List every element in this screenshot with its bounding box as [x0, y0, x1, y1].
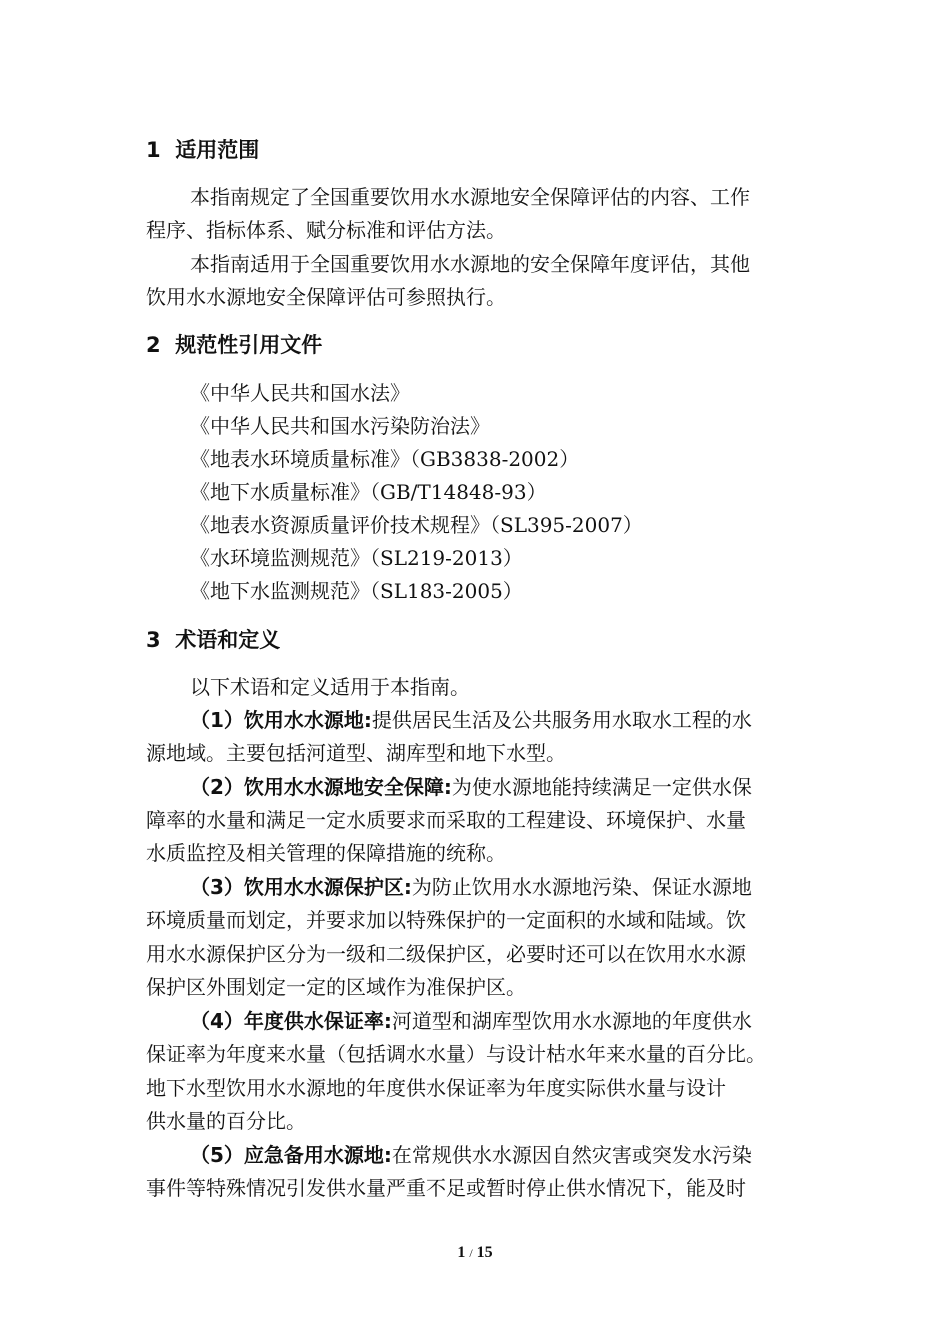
paragraph-line: 保护区外围划定一定的区域作为准保护区。 — [146, 975, 526, 999]
paragraph-line: 障率的水量和满足一定水质要求而采取的工程建设、环境保护、水量 — [146, 808, 746, 832]
reference-item: 《水环境监测规范》（SL219-2013） — [190, 546, 523, 570]
paragraph-line: 用水水源保护区分为一级和二级保护区，必要时还可以在饮用水水源 — [146, 942, 746, 966]
paragraph-line: 饮用水水源地安全保障评估可参照执行。 — [146, 285, 506, 309]
section-heading-1 — [146, 136, 259, 164]
term-definition-line — [190, 874, 752, 900]
term-text: 河道型和湖库型饮用水水源地的年度供水 — [391, 1009, 752, 1033]
term-definition-line — [190, 1008, 752, 1034]
section-title: 适用范围 — [175, 138, 260, 162]
paragraph-line: 本指南适用于全国重要饮用水水源地的安全保障年度评估，其他 — [190, 252, 750, 276]
section-number: 3 — [146, 628, 161, 652]
paragraph-line: 源地域。主要包括河道型、湖库型和地下水型。 — [146, 741, 566, 765]
section-title: 规范性引用文件 — [175, 333, 323, 357]
term-definition-line — [190, 774, 752, 800]
term-label: （4）年度供水保证率: — [190, 1009, 392, 1033]
term-text: 在常规供水水源因自然灾害或突发水污染 — [391, 1143, 752, 1167]
section-heading-2 — [146, 331, 322, 359]
page-footer — [0, 1244, 950, 1262]
reference-item: 《中华人民共和国水污染防治法》 — [190, 414, 490, 438]
term-label: （2）饮用水水源地安全保障: — [190, 775, 452, 799]
term-label: （1）饮用水水源地: — [190, 708, 372, 732]
paragraph-line: 环境质量而划定，并要求加以特殊保护的一定面积的水域和陆域。饮 — [146, 908, 746, 932]
section-number: 2 — [146, 333, 161, 357]
term-text: 为防止饮用水水源地污染、保证水源地 — [411, 875, 752, 899]
term-label: （5）应急备用水源地: — [190, 1143, 392, 1167]
term-definition-line — [190, 707, 752, 733]
term-text: 为使水源地能持续满足一定供水保 — [451, 775, 752, 799]
paragraph-line: 供水量的百分比。 — [146, 1109, 306, 1133]
section-title: 术语和定义 — [175, 628, 281, 652]
term-label: （3）饮用水水源保护区: — [190, 875, 412, 899]
page-separator: / — [469, 1246, 473, 1260]
paragraph-line: 程序、指标体系、赋分标准和评估方法。 — [146, 218, 506, 242]
paragraph-line: 水质监控及相关管理的保障措施的统称。 — [146, 841, 506, 865]
reference-item: 《地下水监测规范》（SL183-2005） — [190, 579, 523, 603]
page-total: 15 — [476, 1244, 493, 1261]
reference-item: 《地表水环境质量标准》（GB3838-2002） — [190, 447, 580, 471]
section-heading-3 — [146, 626, 280, 654]
page-number: 1 — [457, 1244, 466, 1261]
paragraph-line: 事件等特殊情况引发供水量严重不足或暂时停止供水情况下，能及时 — [146, 1176, 746, 1200]
term-definition-line — [190, 1142, 752, 1168]
paragraph-line: 本指南规定了全国重要饮用水水源地安全保障评估的内容、工作 — [190, 185, 750, 209]
reference-item: 《地下水质量标准》（GB/T14848-93） — [190, 480, 547, 504]
section-number: 1 — [146, 138, 161, 162]
reference-item: 《地表水资源质量评价技术规程》（SL395-2007） — [190, 513, 643, 537]
reference-item: 《中华人民共和国水法》 — [190, 381, 410, 405]
term-text: 提供居民生活及公共服务用水取水工程的水 — [371, 708, 752, 732]
paragraph-line: 地下水型饮用水水源地的年度供水保证率为年度实际供水量与设计 — [146, 1076, 726, 1100]
paragraph-line: 以下术语和定义适用于本指南。 — [190, 675, 470, 699]
paragraph-line: 保证率为年度来水量（包括调水水量）与设计枯水年来水量的百分比。 — [146, 1042, 766, 1066]
